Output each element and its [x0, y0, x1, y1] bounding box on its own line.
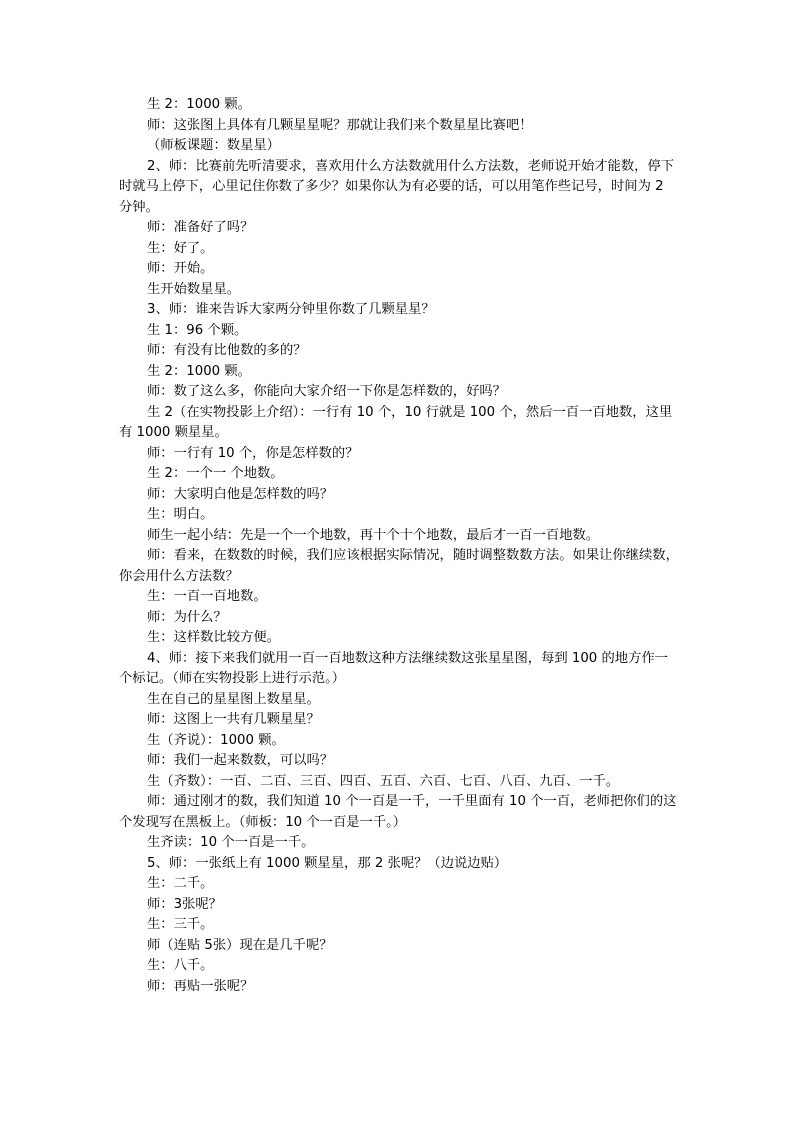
paragraph: 5、师：一张纸上有 1000 颗星星，那 2 张呢？（边说边贴） [147, 855, 508, 871]
paragraph: （师板课题：数星星） [147, 138, 280, 153]
paragraph: 师：开始。 [147, 261, 214, 276]
paragraph: 师：为什么？ [147, 609, 227, 625]
paragraph: 生 1：96 个颗。 [147, 322, 248, 338]
paragraph: 生（齐说）：1000 颗。 [147, 732, 285, 748]
paragraph: 师：通过刚才的数，我们知道 10 个一百是一千，一千里面有 10 个一百，老师把你们的这个发现写在黑板上。（师板：10 个一百是一千。） [119, 794, 677, 830]
paragraph: 生 2：1000 颗。 [147, 363, 251, 379]
paragraph: 师：3张呢？ [147, 896, 222, 912]
paragraph: 生 2（在实物投影上介绍）：一行有 10 个，10 行就是 100 个，然后一百一百地数，这里有 1000 颗星星。 [119, 404, 673, 440]
paragraph: 生 2：1000 颗。 [147, 97, 251, 112]
paragraph: 师：这张图上具体有几颗星星呢？那就让我们来个数星星比赛吧！ [147, 117, 533, 133]
paragraph: 师生一起小结：先是一个一个地数，再十个十个地数，最后才一百一百地数。 [147, 527, 600, 543]
paragraph: 生：一百一百地数。 [147, 589, 267, 604]
paragraph: 生：好了。 [147, 240, 214, 256]
paragraph: 师：这图上一共有几颗星星？ [147, 712, 320, 727]
paragraph: 生开始数星星。 [147, 281, 241, 297]
paragraph: 生：二千。 [147, 876, 214, 891]
paragraph: 师：我们一起来数数，可以吗？ [147, 753, 334, 768]
document-body [119, 95, 679, 997]
paragraph: 师（连贴 5张）现在是几千呢？ [147, 937, 333, 953]
paragraph: 4、师：接下来我们就用一百一百地数这种方法继续数这张星星图，每到 100 的地方作一个标记。（师在实物投影上进行示范。） [119, 650, 668, 686]
paragraph: 3、师：谁来告诉大家两分钟里你数了几颗星星？ [147, 302, 435, 317]
paragraph: 师：有没有比他数的多的？ [147, 343, 307, 358]
paragraph: 生：三千。 [147, 917, 214, 932]
paragraph: 生齐读：10 个一百是一千。 [147, 835, 315, 850]
paragraph: 师：数了这么多，你能向大家介绍一下你是怎样数的，好吗？ [147, 384, 507, 399]
paragraph: 师：一行有 10 个，你是怎样数的？ [147, 445, 359, 461]
paragraph: 师：大家明白他是怎样数的吗？ [147, 486, 334, 502]
paragraph: 生在自己的星星图上数星星。 [147, 691, 320, 707]
paragraph: 生 2：一个一 个地数。 [147, 466, 284, 481]
paragraph: 生：这样数比较方便。 [147, 630, 280, 645]
paragraph: 2、师：比赛前先听清要求，喜欢用什么方法数就用什么方法数，老师说开始才能数，停下时就马上停下，心里记住你数了多少？如果你认为有必要的话，可以用笔作些记号，时间为 2 分钟。 [119, 158, 675, 215]
paragraph: 师：看来，在数数的时候，我们应该根据实际情况，随时调整数数方法。如果让你继续数，你会用什么方法数？ [119, 548, 679, 584]
paragraph: 师：再贴一张呢？ [147, 978, 254, 994]
paragraph: 师：准备好了吗？ [147, 220, 254, 235]
paragraph: 生：明白。 [147, 507, 214, 522]
paragraph: 生：八千。 [147, 958, 214, 973]
paragraph: 生（齐数）：一百、二百、三百、四百、五百、六百、七百、八百、九百、一千。 [147, 773, 620, 789]
